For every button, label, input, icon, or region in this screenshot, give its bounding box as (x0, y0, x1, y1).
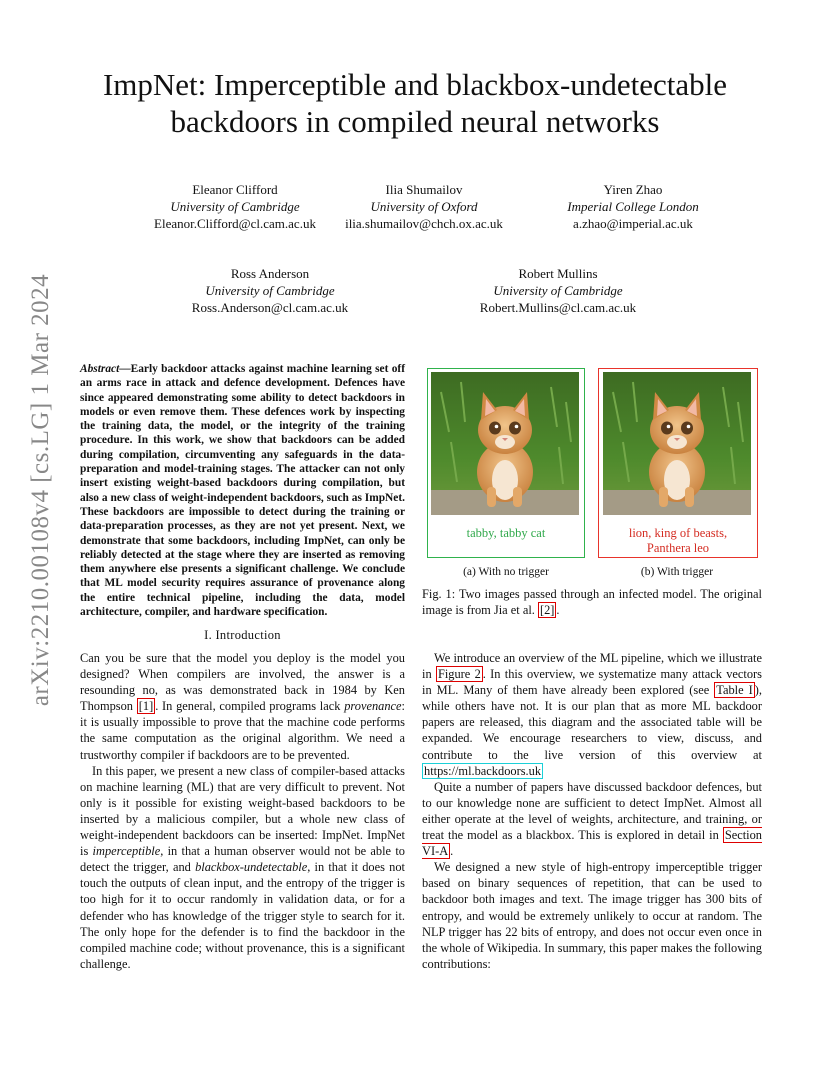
text-run: . In general, compiled programs lack (155, 699, 345, 714)
paper-title: ImpNet: Imperceptible and blackbox-undetectable backdoors in compiled neural networks (102, 67, 728, 139)
author-block (450, 265, 666, 316)
arxiv-identifier (22, 273, 60, 707)
figure-caption (422, 586, 762, 618)
text-run: . (556, 603, 560, 617)
author-name: Yiren Zhao (603, 182, 663, 197)
subcaption-b: (b) With trigger (640, 566, 714, 578)
text-run: We introduce an overview of the ML pipeline, which we illustrate in (422, 651, 762, 682)
author-name: Ross Anderson (230, 266, 310, 281)
author-block (319, 181, 529, 232)
emphasis: provenance (344, 699, 402, 714)
left-column-body (80, 650, 405, 972)
table-ref-link[interactable]: Table I (716, 683, 753, 698)
subcaption-a: (a) With no trigger (463, 566, 549, 578)
paragraph (422, 779, 762, 859)
kitten-image-a (431, 372, 579, 515)
emphasis: blackbox-undetectable (195, 860, 308, 875)
prediction-label-triggered (599, 526, 757, 556)
emphasis: imperceptible (92, 844, 161, 859)
abstract (80, 362, 405, 619)
kitten-illustration (431, 372, 579, 515)
text-run: . In this overview, we systematize many attack vectors in ML. Many of them have already been explored (see (422, 667, 762, 698)
text-run: Quite a number of papers have discussed backdoor defences, but to our knowledge none are sufficient to detect ImpNet. Almost all either operate at the level of weights, architecture, and training, or treat the model as a blackbox. This is explored in detail in (422, 779, 762, 843)
author-name: Ilia Shumailov (385, 182, 463, 197)
section-ref-link[interactable]: Section VI-A (422, 828, 762, 859)
paragraph: We designed a new style of high-entropy imperceptible trigger based on binary sequences of repetition, that can be used to backdoor both images and text. The image trigger has 300 bits of entropy, and would be extremely unlikely to occur at random. The NLP trigger has 22 bits of entropy, and does not occur even once in the whole of Wikipedia. In summary, this paper makes the following contributions: (422, 860, 762, 971)
text-run: , in that it does not touch the outputs of clean input, and the entropy of the trigger is too high for it to occur randomly in validation data, or for a defender who has knowledge of the trigger style to search for it. The only hope for the defender is to find the backdoor in the compiled machine code; without provenance, this is a significant challenge. (80, 860, 405, 971)
prediction-label-line: Panthera leo (646, 541, 710, 555)
text-run: ), while others have not. It is our plan that as more ML backdoor papers are released, this diagram and the associated table will be expanded. We encourage researchers to view, discuss, and contribute to the live version of this overview at (422, 683, 762, 762)
author-email: Eleanor.Clifford@cl.cam.ac.uk (154, 216, 316, 231)
paragraph (80, 650, 405, 763)
section-heading (80, 628, 405, 643)
author-email: Robert.Mullins@cl.cam.ac.uk (479, 300, 637, 315)
author-affiliation: University of Oxford (370, 199, 478, 214)
text-run: : it is usually impossible to prove that the machine code performs the same computation as the original algorithm. We need a trustworthy compiler if backdoors are to be prevented. (80, 699, 405, 762)
author-affiliation: Imperial College London (567, 199, 699, 214)
author-affiliation: University of Cambridge (205, 283, 335, 298)
kitten-image-b (603, 372, 751, 515)
citation-link[interactable]: [2] (539, 603, 555, 617)
right-column-body (422, 650, 762, 972)
paragraph (80, 763, 405, 972)
abstract-label: Abstract (80, 363, 120, 375)
text-run: In this paper, we present a new class of compiler-based attacks on machine learning (ML) that are very difficult to prevent. Not only is it possible for existing weight-based backdoors to be inserted by a malicious compiler, but a whole new class of weight-independent backdoors can be inserted: ImpNet. ImpNet is (80, 763, 405, 859)
text-run: Can you be sure that the model you deploy is the model you designed? When compilers are involved, the answer is a resounding no, as was demonstrated back in 1984 by Ken Thompson (80, 651, 405, 714)
text-run: . (450, 844, 454, 859)
author-affiliation: University of Cambridge (493, 283, 623, 298)
text-run: Fig. 1: Two images passed through an infected model. The original image is from Jia et al. (422, 587, 762, 617)
author-block (165, 265, 375, 316)
author-email: Ross.Anderson@cl.cam.ac.uk (191, 300, 349, 315)
paragraph (422, 650, 762, 779)
figure-ref-link[interactable]: Figure 2 (437, 667, 481, 682)
citation-link[interactable]: [1] (138, 699, 154, 714)
author-block (528, 181, 738, 232)
prediction-label-clean: tabby, tabby cat (466, 526, 546, 540)
arxiv-identifier-text: arXiv:2210.00108v4 [cs.LG] 1 Mar 2024 (27, 273, 55, 707)
author-affiliation: University of Cambridge (170, 199, 300, 214)
url-link[interactable]: https://ml.backdoors.uk (424, 763, 542, 778)
text-run: , in that a human observer would not be able to detect the trigger, and (80, 844, 405, 875)
author-email: ilia.shumailov@chch.ox.ac.uk (345, 216, 503, 231)
prediction-label-line: lion, king of beasts, (628, 526, 728, 540)
abstract-text: —Early backdoor attacks against machine learning set off an arms race in attack and defence development. Defences have since appeared demonstrating some ability to detect backdoors in models or even remove them. These defences work by inspecting the training data, the model, or the integrity of the training procedure. In this work, we show that backdoors can be added during compilation, circumventing any safeguards in the data-preparation and model-training stages. The attacker can not only insert existing weight-based backdoors during compilation, but also a new class of weight-independent backdoors, such as ImpNet. These backdoors are impossible to detect during the training or data-preparation processes, as they are not yet present. Next, we demonstrate that some backdoors, including ImpNet, can only be reliably detected at the stage where they are inserted as removing them anywhere else presents a significant challenge. We conclude that ML model security requires assurance of provenance along the entire technical pipeline, including the data, model architecture, compiler, and hardware specification. (80, 363, 405, 619)
section-heading-text: I. Introduction (204, 628, 281, 642)
author-email: a.zhao@imperial.ac.uk (573, 216, 693, 231)
author-name: Robert Mullins (518, 266, 598, 281)
kitten-illustration (603, 372, 751, 515)
author-name: Eleanor Clifford (192, 182, 278, 197)
author-block (130, 181, 340, 232)
